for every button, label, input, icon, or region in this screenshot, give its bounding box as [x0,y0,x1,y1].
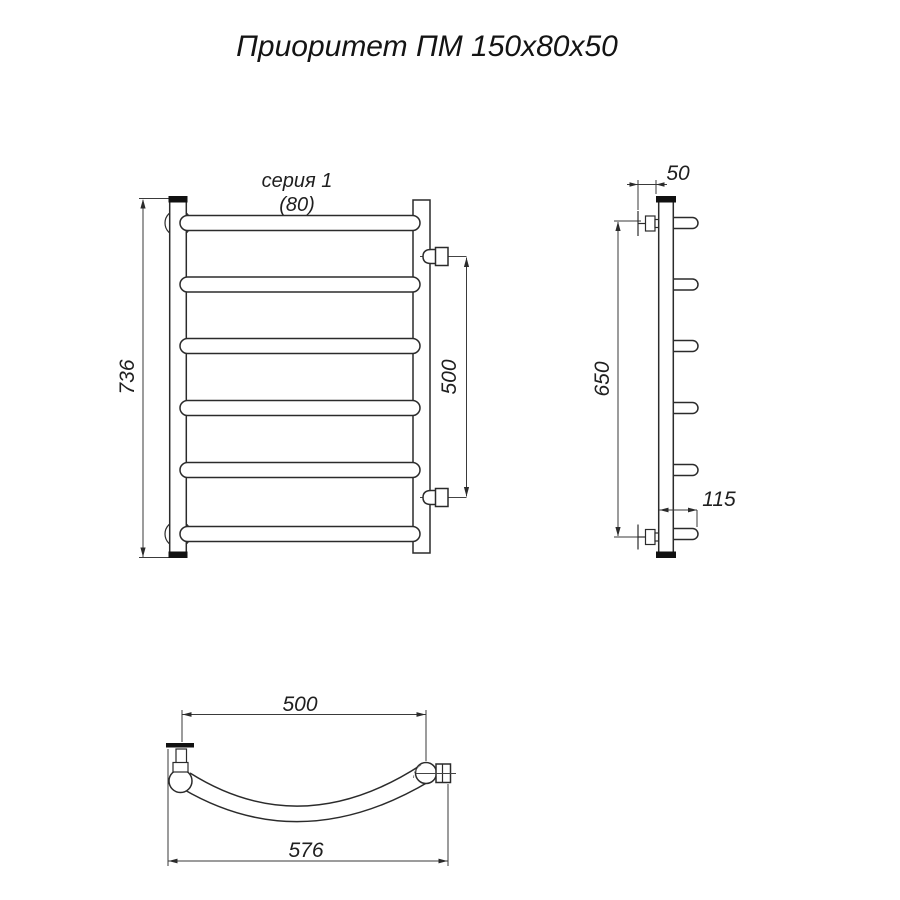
dim-arrow [656,182,665,187]
dim-arrow [140,548,145,558]
bracket-stem [176,749,187,764]
side-tube [656,196,676,558]
side-height-dim-text: 650 [591,361,614,397]
dim-arrow [417,712,426,717]
top-view [166,693,456,866]
tube-section-left [169,770,192,793]
width-label: (80) [279,194,315,216]
front-spacing-dimension [438,258,469,497]
rail-end-cap-top [169,196,188,203]
connection-fitting-bottom [423,489,448,507]
rung-front-4 [180,401,420,416]
front-height-dimension [116,199,176,558]
front-height-dim-text: 736 [116,359,139,395]
wall-plate [166,743,194,748]
side-offset-dim-text: 50 [666,162,690,185]
dim-arrow [464,258,469,268]
dim-arrow [615,222,620,232]
rung-front-5 [180,463,420,478]
plan-left-tube [166,743,194,793]
dim-arrow [140,199,145,209]
dim-arrow [183,712,192,717]
drawing-title: Приоритет ПМ 150х80х50 [236,30,618,63]
front-spacing-dim-text: 500 [438,359,461,395]
side-view [591,162,736,558]
side-height-dimension [591,221,641,537]
dim-arrow [688,508,697,513]
series-label: серия 1 [261,170,333,192]
connection-fitting-top [423,248,448,266]
top-width-dimension [168,749,448,866]
tube-section-right [416,763,437,784]
dim-arrow [615,527,620,537]
dim-arrow [464,487,469,497]
front-rungs [180,216,420,542]
tube-end-cap-top [656,196,676,203]
top-width-dim-text: 576 [288,839,324,862]
tube-end-cap-bottom [656,552,676,559]
top-spacing-dim-text: 500 [282,693,318,716]
rung-front-2 [180,277,420,292]
bracket-collar [173,763,188,773]
left-rail [169,196,188,558]
rung-front-1 [180,216,420,231]
side-wall-bracket-bottom [638,525,659,550]
plan-right-tube [414,763,457,784]
rung-front-3 [180,339,420,354]
rail-end-cap-bottom [169,552,188,559]
side-depth-dim-text: 115 [702,488,736,511]
top-spacing-dimension [182,693,426,761]
side-wall-bracket-top [638,211,659,236]
dim-arrow [630,182,639,187]
curved-rung-plan [183,765,430,822]
rung-front-6 [180,527,420,542]
front-view [116,170,469,558]
dim-arrow [169,859,178,864]
dim-arrow [439,859,448,864]
